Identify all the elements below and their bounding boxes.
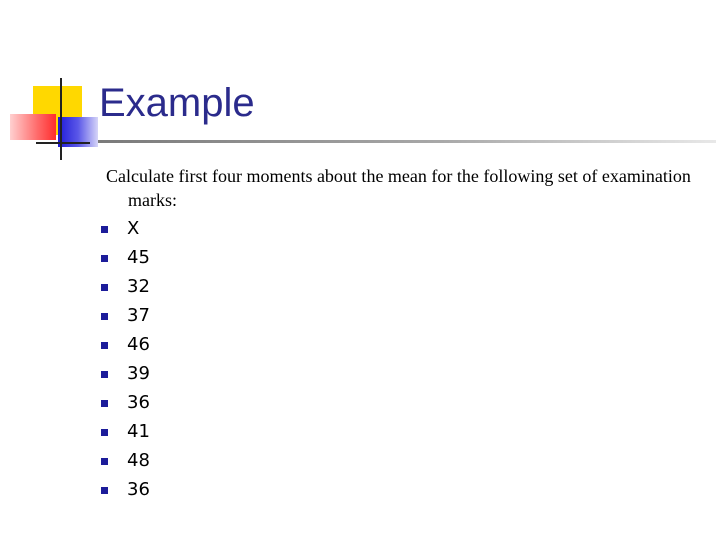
slide-title: Example xyxy=(99,81,255,125)
list-item xyxy=(96,388,150,417)
list-item-label: 37 xyxy=(127,305,150,326)
square-bullet-icon xyxy=(101,255,108,262)
list-item-label: 45 xyxy=(127,247,150,268)
list-item-label: 32 xyxy=(127,276,150,297)
square-bullet-icon xyxy=(101,313,108,320)
list-item xyxy=(96,475,150,504)
list-item xyxy=(96,417,150,446)
square-bullet-icon xyxy=(101,458,108,465)
square-bullet-icon xyxy=(101,226,108,233)
list-item xyxy=(96,243,150,272)
list-item xyxy=(96,330,150,359)
square-bullet-icon xyxy=(101,371,108,378)
list-item xyxy=(96,214,150,243)
list-item-label: 36 xyxy=(127,479,150,500)
list-item xyxy=(96,301,150,330)
list-item-label: 46 xyxy=(127,334,150,355)
title-decoration-horizontal-line xyxy=(36,142,90,144)
square-bullet-icon xyxy=(101,429,108,436)
title-decoration-vertical-line xyxy=(60,78,62,160)
list-item-label: 41 xyxy=(127,421,150,442)
title-underline xyxy=(98,140,716,143)
square-bullet-icon xyxy=(101,284,108,291)
list-item-label: 39 xyxy=(127,363,150,384)
square-bullet-icon xyxy=(101,487,108,494)
list-item xyxy=(96,359,150,388)
square-bullet-icon xyxy=(101,400,108,407)
intro-text: Calculate first four moments about the mean for the following set of examination marks: xyxy=(106,166,691,210)
title-decoration-red-bar xyxy=(10,114,56,140)
list-item-label: 48 xyxy=(127,450,150,471)
list-item-label: 36 xyxy=(127,392,150,413)
list-item-label: X xyxy=(127,218,140,239)
square-bullet-icon xyxy=(101,342,108,349)
list-item xyxy=(96,272,150,301)
marks-list xyxy=(96,214,150,504)
list-item xyxy=(96,446,150,475)
